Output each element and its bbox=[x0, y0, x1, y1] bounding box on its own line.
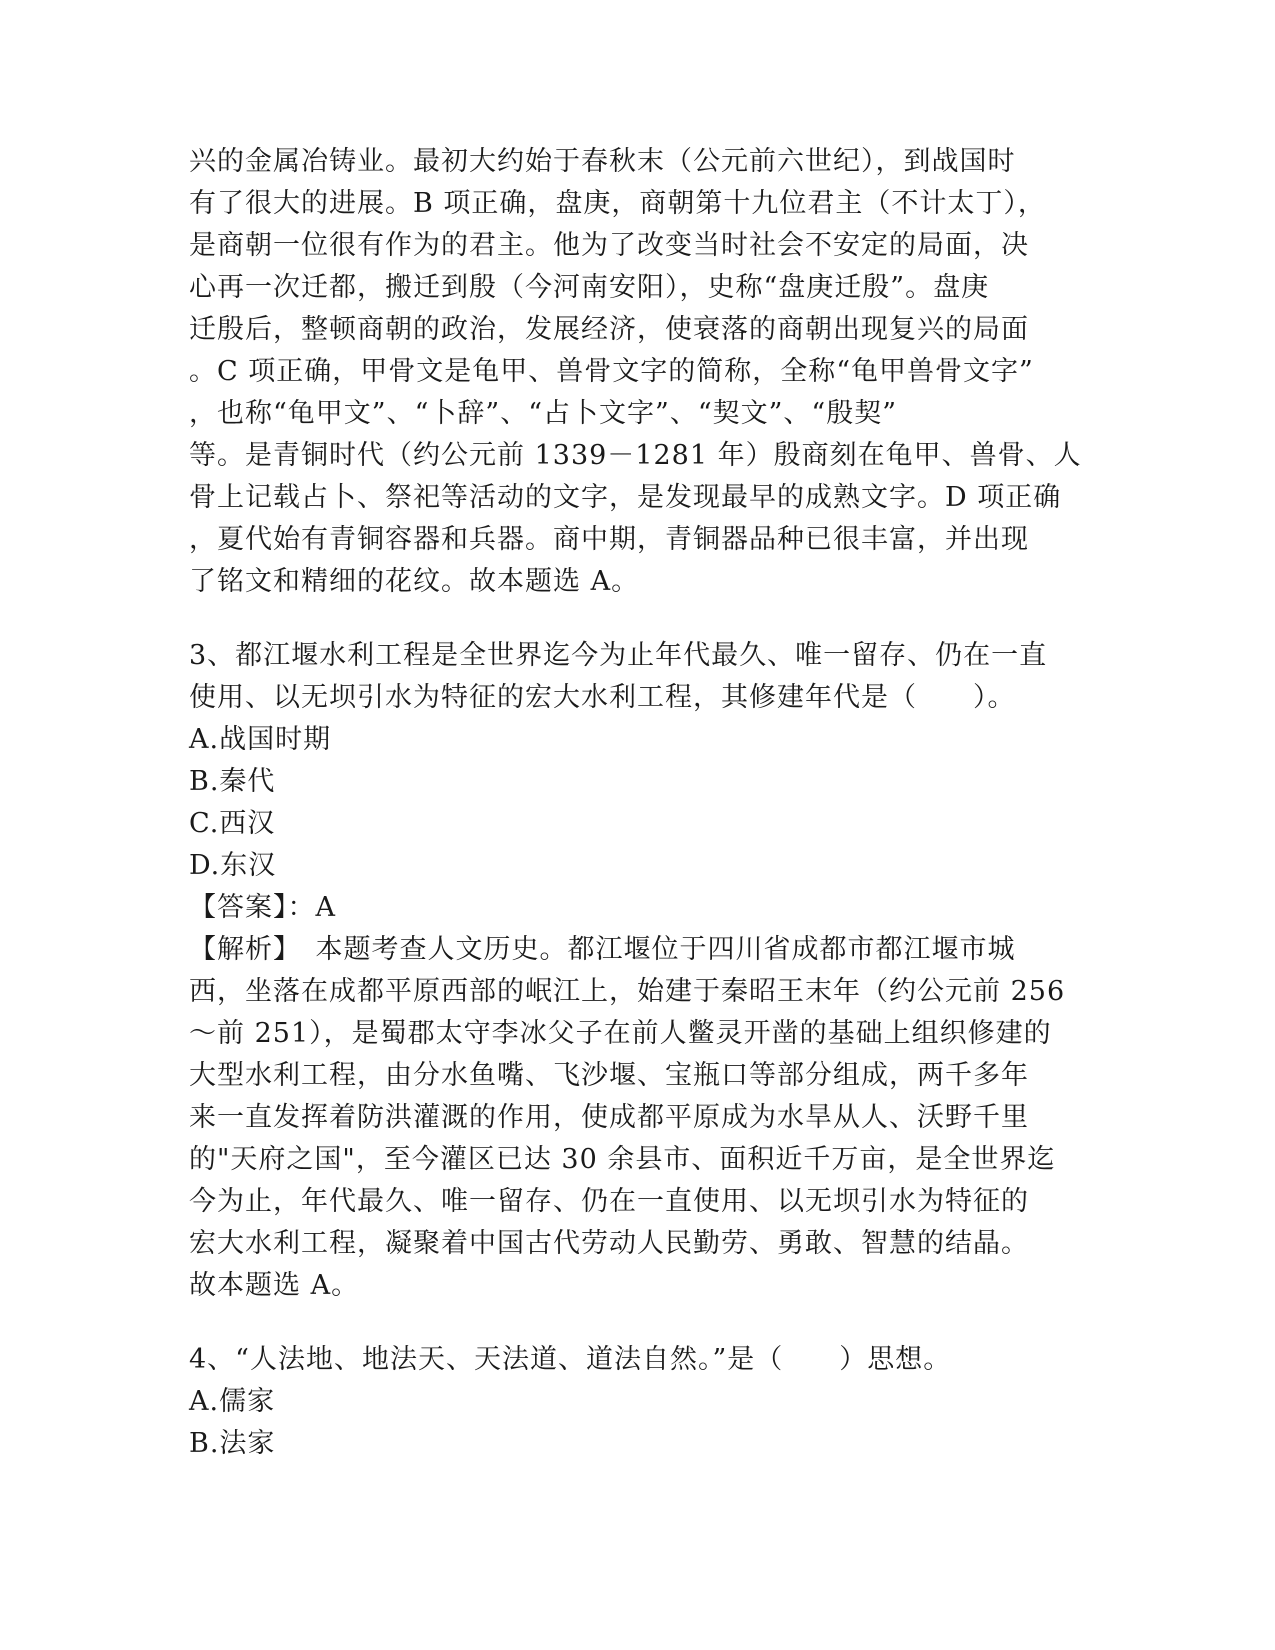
text-line: ，也称“龟甲文”、“卜辞”、“占卜文字”、“契文”、“殷契” bbox=[189, 398, 898, 429]
option-b: B.秦代 bbox=[189, 766, 276, 797]
text-line: 有了很大的进展。B 项正确，盘庚，商朝第十九位君主（不计太丁）， bbox=[189, 188, 1046, 219]
analysis-line: 来一直发挥着防洪灌溉的作用，使成都平原成为水旱从人、沃野千里 bbox=[189, 1102, 1029, 1133]
text-line: 兴的金属冶铸业。最初大约始于春秋末（公元前六世纪），到战国时 bbox=[189, 146, 1016, 177]
analysis-line: 今为止，年代最久、唯一留存、仍在一直使用、以无坝引水为特征的 bbox=[189, 1186, 1029, 1217]
text-line: ，夏代始有青铜容器和兵器。商中期，青铜器品种已很丰富，并出现 bbox=[189, 524, 1029, 555]
analysis-line: ～前 251），是蜀郡太守李冰父子在前人鳖灵开凿的基础上组织修建的 bbox=[189, 1018, 1052, 1049]
option-a: A.战国时期 bbox=[189, 724, 332, 755]
text-line: 是商朝一位很有作为的君主。他为了改变当时社会不安定的局面，决 bbox=[189, 230, 1029, 261]
analysis-line: 的"天府之国"，至今灌区已达 30 余县市、面积近千万亩，是全世界迄 bbox=[189, 1144, 1056, 1175]
question-stem: 使用、以无坝引水为特征的宏大水利工程，其修建年代是（ ）。 bbox=[189, 682, 1016, 713]
analysis-line: 宏大水利工程，凝聚着中国古代劳动人民勤劳、勇敢、智慧的结晶。 bbox=[189, 1228, 1029, 1259]
text-line: 心再一次迁都，搬迁到殷（今河南安阳），史称“盘庚迁殷”。盘庚 bbox=[189, 272, 990, 303]
question-stem: 3、都江堰水利工程是全世界迄今为止年代最久、唯一留存、仍在一直 bbox=[189, 640, 1048, 671]
text-line: 等。是青铜时代（约公元前 1339－1281 年）殷商刻在龟甲、兽骨、人 bbox=[189, 440, 1082, 471]
option-d: D.东汉 bbox=[189, 850, 277, 881]
option-a: A.儒家 bbox=[189, 1386, 276, 1417]
text-line: 骨上记载占卜、祭祀等活动的文字，是发现最早的成熟文字。D 项正确 bbox=[189, 482, 1062, 513]
analysis-line: 西，坐落在成都平原西部的岷江上，始建于秦昭王末年（约公元前 256 bbox=[189, 976, 1066, 1007]
answer: 【答案】：A bbox=[189, 892, 336, 923]
analysis-line: 【解析】 本题考查人文历史。都江堰位于四川省成都市都江堰市城 bbox=[189, 934, 1016, 965]
option-c: C.西汉 bbox=[189, 808, 276, 839]
text-line: 了铭文和精细的花纹。故本题选 A。 bbox=[189, 566, 640, 597]
analysis-line: 故本题选 A。 bbox=[189, 1270, 360, 1301]
option-b: B.法家 bbox=[189, 1428, 276, 1459]
question-stem: 4、“人法地、地法天、天法道、道法自然。”是（ ）思想。 bbox=[189, 1344, 952, 1375]
text-line: 。C 项正确，甲骨文是龟甲、兽骨文字的简称，全称“龟甲兽骨文字” bbox=[189, 356, 1034, 387]
analysis-line: 大型水利工程，由分水鱼嘴、飞沙堰、宝瓶口等部分组成，两千多年 bbox=[189, 1060, 1029, 1091]
text-line: 迁殷后，整顿商朝的政治，发展经济，使衰落的商朝出现复兴的局面 bbox=[189, 314, 1029, 345]
